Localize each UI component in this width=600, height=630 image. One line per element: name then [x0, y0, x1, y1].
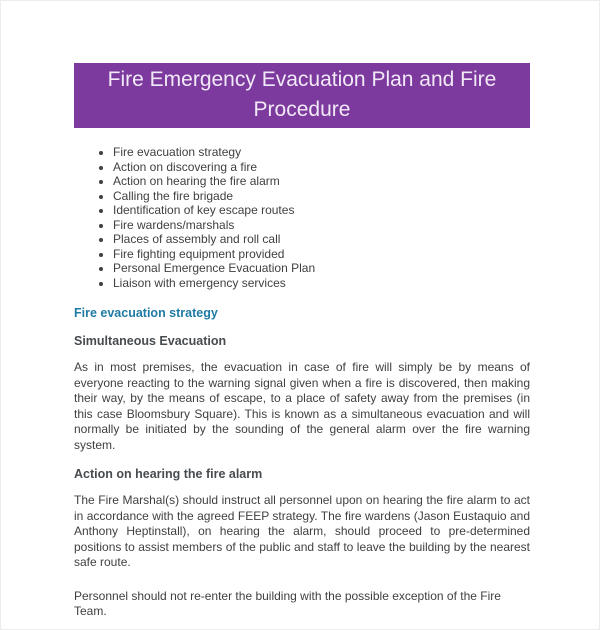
toc-item: • Calling the fire brigade	[113, 189, 530, 204]
toc-item: • Fire fighting equipment provided	[113, 247, 530, 262]
toc-item: • Action on hearing the fire alarm	[113, 174, 530, 189]
subheading-simultaneous-evacuation: Simultaneous Evacuation	[74, 334, 227, 348]
paragraph-simultaneous-evacuation: As in most premises, the evacuation in case of fire will simply be by means of everyone reacting to the warning signal given when a fire is discovered, then making their way, by the means of escape, to a place of safety away from the premises (in this case Bloomsbury Square). This is known as a simultaneous evacuation and will normally be initiated by the sounding of the general alarm over the fire warning system.	[74, 360, 530, 452]
toc-item: • Identification of key escape routes	[113, 203, 530, 218]
toc-item: • Liaison with emergency services	[113, 276, 530, 291]
toc-item: • Fire evacuation strategy	[113, 145, 530, 160]
section-heading-fire-evacuation-strategy: Fire evacuation strategy	[74, 306, 218, 320]
contents-list	[74, 145, 530, 290]
document-title: Fire Emergency Evacuation Plan and Fire Procedure	[107, 68, 497, 121]
toc-item: • Fire wardens/marshals	[113, 218, 530, 233]
toc-item: • Personal Emergence Evacuation Plan	[113, 261, 530, 276]
document-title-banner	[74, 63, 530, 128]
subheading-action-on-hearing-fire-alarm: Action on hearing the fire alarm	[74, 467, 263, 481]
paragraph-action-on-hearing-fire-alarm: The Fire Marshal(s) should instruct all personnel upon on hearing the fire alarm to act in accordance with the agreed FEEP strategy. The fire wardens (Jason Eustaquio and Anthony Heptinstall), on hearing the alarm, should proceed to pre-determined positions to assist members of the public and staff to leave the building by the nearest safe route.	[74, 493, 530, 569]
toc-item: • Action on discovering a fire	[113, 160, 530, 175]
toc-item: • Places of assembly and roll call	[113, 232, 530, 247]
paragraph-reenter-warning: Personnel should not re-enter the building with the possible exception of the Fire Team.	[74, 588, 501, 618]
